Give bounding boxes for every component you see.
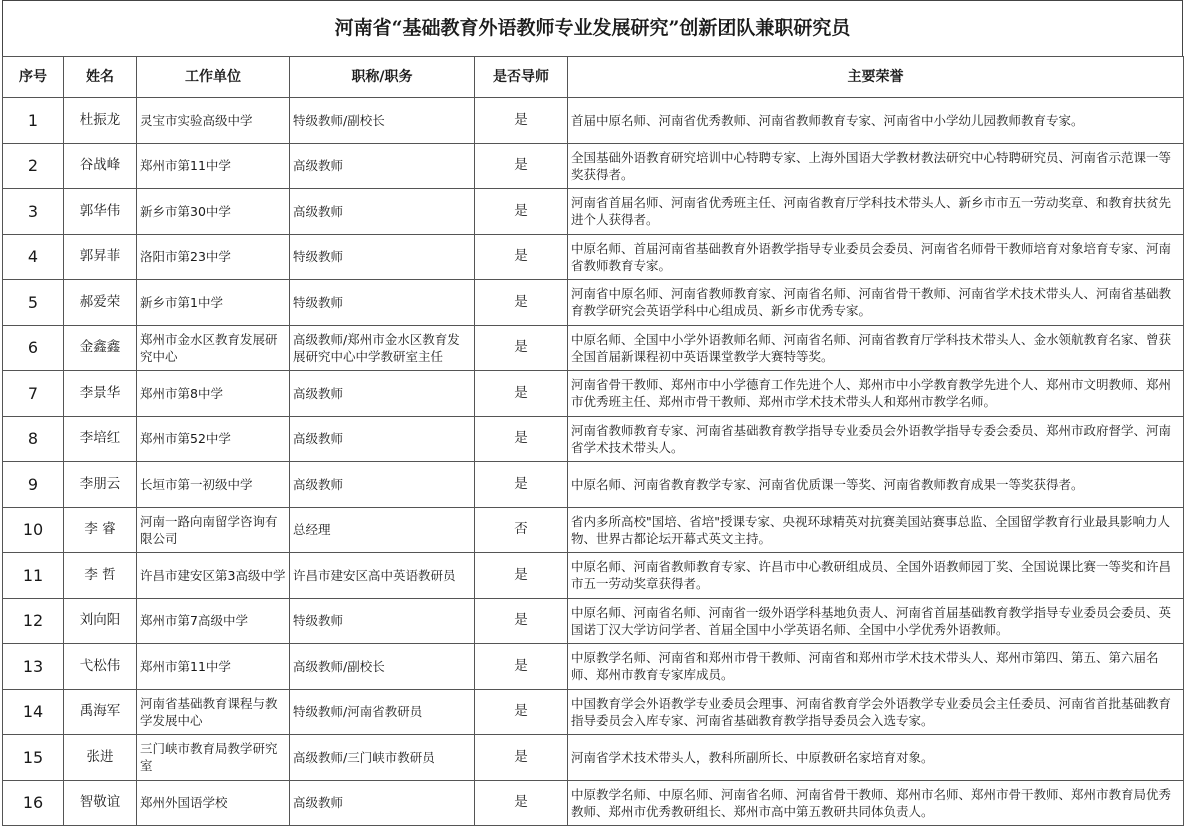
- cell-mentor: 是: [475, 143, 568, 189]
- cell-no: 8: [3, 416, 64, 462]
- cell-position: 高级教师/副校长: [290, 644, 475, 690]
- header-name: 姓名: [64, 57, 137, 98]
- cell-unit: 许昌市建安区第3高级中学: [137, 553, 290, 599]
- table-row: [3, 780, 1184, 826]
- cell-name: 李 睿: [64, 507, 137, 553]
- cell-position: 特级教师: [290, 234, 475, 280]
- cell-honors: 中原名师、全国中小学外语教师名师、河南省名师、河南省教育厅学科技术带头人、金水领航教育名家、曾获全国首届新课程初中英语课堂教学大赛特等奖。: [568, 325, 1184, 371]
- table-row: [3, 143, 1184, 189]
- cell-name: 金鑫鑫: [64, 325, 137, 371]
- cell-no: 9: [3, 462, 64, 508]
- cell-unit: 郑州市第52中学: [137, 416, 290, 462]
- cell-position: 高级教师: [290, 416, 475, 462]
- cell-no: 16: [3, 780, 64, 826]
- page-title: 河南省“基础教育外语教师专业发展研究”创新团队兼职研究员: [2, 0, 1183, 56]
- header-row: [3, 57, 1184, 98]
- cell-mentor: 是: [475, 325, 568, 371]
- cell-no: 6: [3, 325, 64, 371]
- table-row: [3, 507, 1184, 553]
- cell-no: 5: [3, 280, 64, 326]
- cell-no: 3: [3, 189, 64, 235]
- cell-mentor: 是: [475, 189, 568, 235]
- cell-name: 李景华: [64, 371, 137, 417]
- table-row: [3, 644, 1184, 690]
- cell-unit: 郑州市第8中学: [137, 371, 290, 417]
- cell-honors: 首届中原名师、河南省优秀教师、河南省教师教育专家、河南省中小学幼儿园教师教育专家。: [568, 98, 1184, 144]
- document-sheet: [2, 0, 1183, 826]
- cell-mentor: 是: [475, 735, 568, 781]
- cell-position: 特级教师/副校长: [290, 98, 475, 144]
- cell-honors: 中原名师、首届河南省基础教育外语教学指导专业委员会委员、河南省名师骨干教师培育对象培育专家、河南省教师教育专家。: [568, 234, 1184, 280]
- cell-mentor: 是: [475, 416, 568, 462]
- cell-honors: 中原名师、河南省教育教学专家、河南省优质课一等奖、河南省教师教育成果一等奖获得者。: [568, 462, 1184, 508]
- cell-unit: 新乡市第30中学: [137, 189, 290, 235]
- cell-no: 12: [3, 598, 64, 644]
- cell-position: 高级教师: [290, 371, 475, 417]
- table-row: [3, 598, 1184, 644]
- cell-unit: 洛阳市第23中学: [137, 234, 290, 280]
- cell-position: 特级教师: [290, 280, 475, 326]
- cell-no: 10: [3, 507, 64, 553]
- cell-honors: 中原名师、河南省名师、河南省一级外语学科基地负责人、河南省首届基础教育教学指导专业委员会委员、英国诺丁汉大学访问学者、首届全国中小学英语名师、全国中小学优秀外语教师。: [568, 598, 1184, 644]
- cell-position: 高级教师: [290, 462, 475, 508]
- header-mentor: 是否导师: [475, 57, 568, 98]
- cell-name: 弋松伟: [64, 644, 137, 690]
- header-unit: 工作单位: [137, 57, 290, 98]
- cell-unit: 三门峡市教育局教学研究室: [137, 735, 290, 781]
- cell-honors: 中原名师、河南省教师教育专家、许昌市中心教研组成员、全国外语教师园丁奖、全国说课比赛一等奖和许昌市五一劳动奖章获得者。: [568, 553, 1184, 599]
- cell-name: 刘向阳: [64, 598, 137, 644]
- cell-unit: 河南省基础教育课程与教学发展中心: [137, 689, 290, 735]
- cell-name: 郝爱荣: [64, 280, 137, 326]
- cell-unit: 灵宝市实验高级中学: [137, 98, 290, 144]
- cell-name: 禹海军: [64, 689, 137, 735]
- cell-name: 郭昇菲: [64, 234, 137, 280]
- cell-honors: 省内多所高校"国培、省培"授课专家、央视环球精英对抗赛美国站赛事总监、全国留学教育行业最具影响力人物、世界古都论坛开幕式英文主持。: [568, 507, 1184, 553]
- cell-unit: 长垣市第一初级中学: [137, 462, 290, 508]
- cell-honors: 中原教学名师、河南省和郑州市骨干教师、河南省和郑州市学术技术带头人、郑州市第四、第五、第六届名师、郑州市教育专家库成员。: [568, 644, 1184, 690]
- cell-mentor: 是: [475, 689, 568, 735]
- cell-no: 4: [3, 234, 64, 280]
- cell-position: 高级教师: [290, 780, 475, 826]
- cell-name: 杜振龙: [64, 98, 137, 144]
- cell-position: 许昌市建安区高中英语教研员: [290, 553, 475, 599]
- cell-honors: 河南省骨干教师、郑州市中小学德育工作先进个人、郑州市中小学教育教学先进个人、郑州市文明教师、郑州市优秀班主任、郑州市骨干教师、郑州市学术技术带头人和郑州市教学名师。: [568, 371, 1184, 417]
- cell-honors: 全国基础外语教育研究培训中心特聘专家、上海外国语大学教材教法研究中心特聘研究员、河南省示范课一等奖获得者。: [568, 143, 1184, 189]
- cell-unit: 郑州市第11中学: [137, 143, 290, 189]
- table-body: [3, 98, 1184, 826]
- cell-mentor: 是: [475, 553, 568, 599]
- table-row: [3, 553, 1184, 599]
- cell-unit: 郑州外国语学校: [137, 780, 290, 826]
- cell-mentor: 是: [475, 462, 568, 508]
- table-row: [3, 689, 1184, 735]
- table-row: [3, 234, 1184, 280]
- cell-mentor: 是: [475, 280, 568, 326]
- cell-no: 15: [3, 735, 64, 781]
- cell-honors: 中原教学名师、中原名师、河南省名师、河南省骨干教师、郑州市名师、郑州市骨干教师、郑州市教育局优秀教师、郑州市优秀教研组长、郑州市高中第五教研共同体负责人。: [568, 780, 1184, 826]
- header-no: 序号: [3, 57, 64, 98]
- cell-no: 11: [3, 553, 64, 599]
- cell-mentor: 是: [475, 371, 568, 417]
- table-row: [3, 462, 1184, 508]
- table-row: [3, 371, 1184, 417]
- cell-name: 李朋云: [64, 462, 137, 508]
- cell-position: 特级教师: [290, 598, 475, 644]
- cell-name: 李培红: [64, 416, 137, 462]
- cell-unit: 河南一路向南留学咨询有限公司: [137, 507, 290, 553]
- header-position: 职称/职务: [290, 57, 475, 98]
- cell-unit: 郑州市金水区教育发展研究中心: [137, 325, 290, 371]
- cell-mentor: 是: [475, 598, 568, 644]
- cell-no: 14: [3, 689, 64, 735]
- cell-mentor: 是: [475, 234, 568, 280]
- cell-name: 谷战峰: [64, 143, 137, 189]
- cell-honors: 河南省学术技术带头人，教科所副所长、中原教研名家培育对象。: [568, 735, 1184, 781]
- cell-mentor: 是: [475, 98, 568, 144]
- cell-unit: 郑州市第11中学: [137, 644, 290, 690]
- cell-mentor: 是: [475, 780, 568, 826]
- cell-position: 总经理: [290, 507, 475, 553]
- cell-honors: 河南省首届名师、河南省优秀班主任、河南省教育厅学科技术带头人、新乡市市五一劳动奖章、和教育扶贫先进个人获得者。: [568, 189, 1184, 235]
- table-row: [3, 735, 1184, 781]
- cell-position: 高级教师/郑州市金水区教育发展研究中心中学教研室主任: [290, 325, 475, 371]
- cell-honors: 河南省教师教育专家、河南省基础教育教学指导专业委员会外语教学指导专委会委员、郑州市政府督学、河南省学术技术带头人。: [568, 416, 1184, 462]
- header-honors: 主要荣誉: [568, 57, 1184, 98]
- cell-no: 13: [3, 644, 64, 690]
- cell-honors: 中国教育学会外语教学专业委员会理事、河南省教育学会外语教学专业委员会主任委员、河南省首批基础教育指导委员会入库专家、河南省基础教育教学指导委员会入选专家。: [568, 689, 1184, 735]
- cell-no: 2: [3, 143, 64, 189]
- table-row: [3, 325, 1184, 371]
- table-row: [3, 416, 1184, 462]
- cell-unit: 郑州市第7高级中学: [137, 598, 290, 644]
- cell-position: 特级教师/河南省教研员: [290, 689, 475, 735]
- cell-mentor: 是: [475, 644, 568, 690]
- cell-position: 高级教师/三门峡市教研员: [290, 735, 475, 781]
- cell-position: 高级教师: [290, 143, 475, 189]
- cell-no: 7: [3, 371, 64, 417]
- cell-mentor: 否: [475, 507, 568, 553]
- table-row: [3, 98, 1184, 144]
- table-row: [3, 189, 1184, 235]
- table-row: [3, 280, 1184, 326]
- cell-position: 高级教师: [290, 189, 475, 235]
- cell-name: 智敬谊: [64, 780, 137, 826]
- cell-name: 李 哲: [64, 553, 137, 599]
- researcher-table: [2, 56, 1184, 826]
- cell-unit: 新乡市第1中学: [137, 280, 290, 326]
- cell-honors: 河南省中原名师、河南省教师教育家、河南省名师、河南省骨干教师、河南省学术技术带头人、河南省基础教育教学研究会英语学科中心组成员、新乡市优秀专家。: [568, 280, 1184, 326]
- cell-name: 张进: [64, 735, 137, 781]
- cell-no: 1: [3, 98, 64, 144]
- cell-name: 郭华伟: [64, 189, 137, 235]
